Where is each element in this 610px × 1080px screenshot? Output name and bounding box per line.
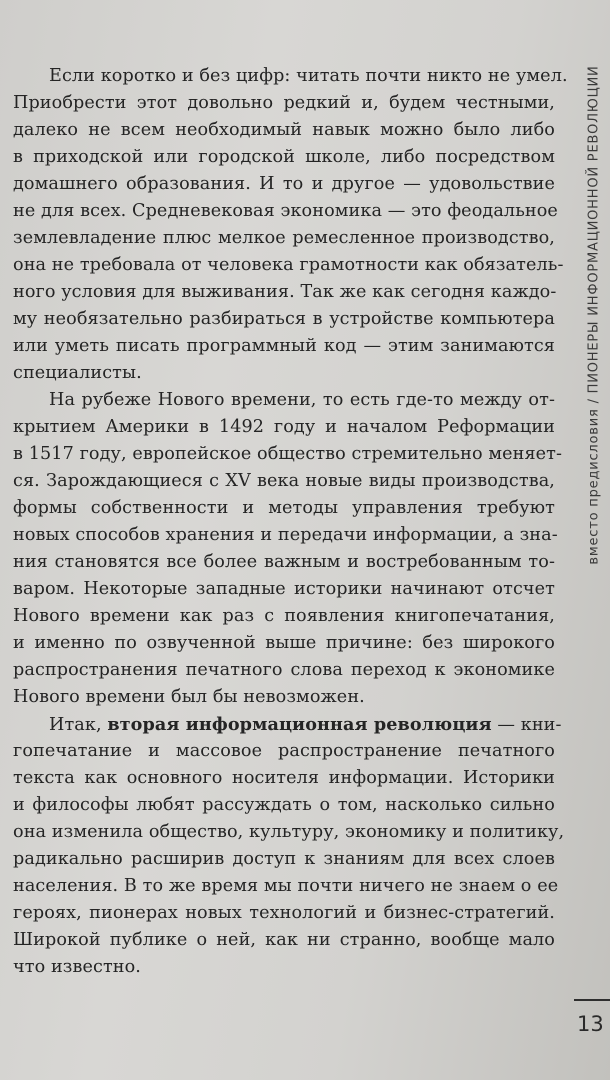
page-number: 13 — [577, 1012, 604, 1036]
text-line — [13, 711, 562, 739]
running-head-separator: / — [586, 393, 602, 409]
text-line: специалисты. — [13, 363, 142, 383]
lead-text: Итак, — [49, 715, 108, 735]
text-line: и именно по озвученной выше причине: без широкого — [13, 633, 555, 653]
text-line: На рубеже Нового времени, то есть где-то между от- — [49, 390, 555, 410]
text-line: что известно. — [13, 957, 141, 977]
text-line: Широкой публике о ней, как ни странно, вообще мало — [13, 930, 555, 950]
folio-rule — [574, 999, 610, 1001]
text-line: распространения печатного слова переход к экономике — [13, 660, 555, 680]
running-head — [587, 65, 602, 564]
text-line: и философы любят рассуждать о том, насколько сильно — [13, 795, 555, 815]
text-line: героях, пионерах новых технологий и бизнес-стратегий. — [13, 903, 555, 923]
text-line: домашнего образования. И то и другое — удовольствие — [13, 174, 555, 194]
text-line: радикально расширив доступ к знаниям для всех слоев — [13, 849, 555, 869]
text-line: она изменила общество, культуру, экономику и политику, — [13, 822, 565, 842]
text-line: Приобрести этот довольно редкий и, будем честными, — [13, 93, 555, 113]
text-line: Нового времени был бы невозможен. — [13, 687, 365, 707]
text-line: в приходской или городской школе, либо посредством — [13, 147, 555, 167]
text-line: ся. Зарождающиеся с XV века новые виды производства, — [13, 471, 555, 491]
text-line: она не требовала от человека грамотности как обязатель- — [13, 255, 564, 275]
running-head-section: вместо предисловия — [586, 408, 602, 565]
running-head-chapter: ПИОНЕРЫ ИНФОРМАЦИОННОЙ РЕВОЛЮЦИИ — [586, 65, 602, 394]
text-line: гопечатание и массовое распространение печатного — [13, 741, 555, 761]
text-line: землевладение плюс мелкое ремесленное производство, — [13, 228, 555, 248]
text-line: новых способов хранения и передачи информации, а зна- — [13, 525, 558, 545]
text-line: далеко не всем необходимый навык можно было либо — [13, 120, 555, 140]
text-line: ного условия для выживания. Так же как сегодня каждо- — [13, 282, 557, 302]
text-line: ния становятся все более важным и востребованным то- — [13, 552, 555, 572]
text-line: Нового времени как раз с появления книгопечатания, — [13, 606, 555, 626]
text-line: не для всех. Средневековая экономика — это феодальное — [13, 201, 558, 221]
text-line: варом. Некоторые западные историки начинают отсчет — [13, 579, 555, 599]
text-line: формы собственности и методы управления требуют — [13, 498, 555, 518]
text-line: текста как основного носителя информации. Историки — [13, 768, 555, 788]
text-line: крытием Америки в 1492 году и началом Реформации — [13, 417, 555, 437]
highlight-term: вторая информационная революция — [107, 714, 492, 735]
text-line: в 1517 году, европейское общество стремительно меняет- — [13, 444, 563, 464]
text-line: населения. В то же время мы почти ничего не знаем о ее — [13, 876, 559, 896]
text-line: му необязательно разбираться в устройстве компьютера — [13, 309, 555, 329]
text-line: или уметь писать программный код — этим занимаются — [13, 336, 555, 356]
text-line: Если коротко и без цифр: читать почти никто не умел. — [49, 66, 568, 86]
line-tail: — кни- — [491, 715, 562, 735]
